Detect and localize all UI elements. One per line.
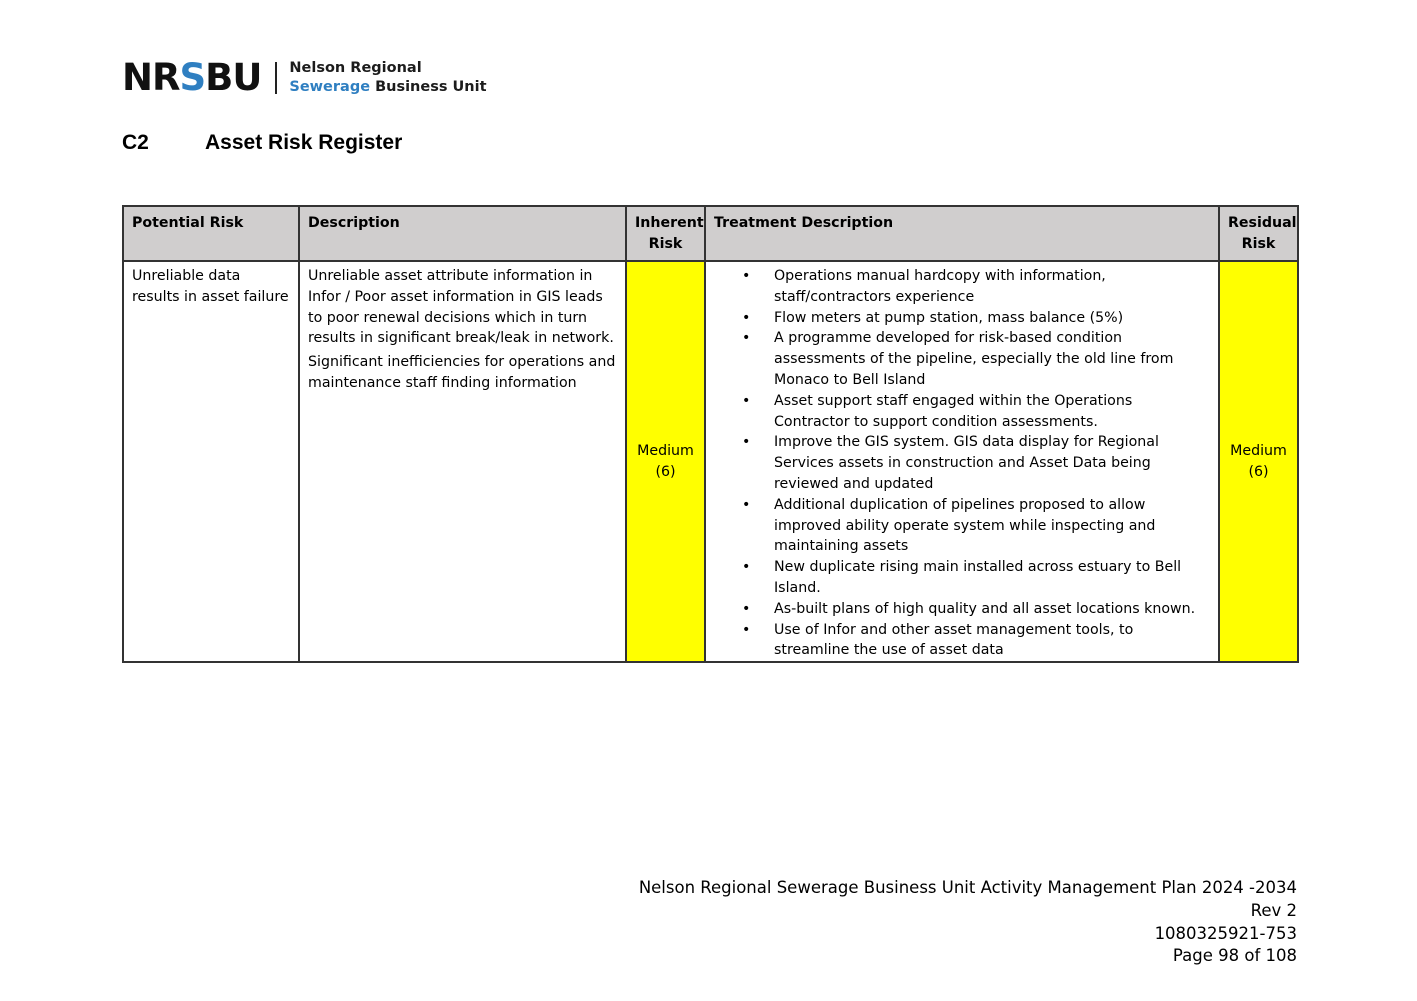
residual-risk-score: (6) xyxy=(1248,463,1269,480)
table-header-row xyxy=(123,206,1298,261)
bullet-icon: • xyxy=(742,496,751,513)
bullet-icon: • xyxy=(742,600,751,617)
table-row xyxy=(123,261,1298,662)
list-item xyxy=(742,557,1210,599)
list-item xyxy=(742,266,1210,308)
cell-potential-risk: Unreliable data results in asset failure xyxy=(123,261,299,662)
logo-mark-part1: NR xyxy=(122,56,180,99)
treatment-text: Use of Infor and other asset management tools, to streamline the use of asset data xyxy=(774,621,1134,659)
bullet-icon: • xyxy=(742,434,751,451)
logo-line1: Nelson Regional xyxy=(289,60,422,76)
nrsbu-logo xyxy=(122,58,487,98)
footer-document-id: 1080325921-753 xyxy=(1154,923,1297,943)
treatment-text: Additional duplication of pipelines proposed to allow improved ability operate system while inspecting and maintaining assets xyxy=(774,496,1156,555)
description-paragraph: Unreliable asset attribute information in Infor / Poor asset information in GIS leads to poor renewal decisions which in turn results in significant break/leak in network. xyxy=(308,268,614,347)
treatment-text: A programme developed for risk-based condition assessments of the pipeline, especially the old line from Monaco to Bell Island xyxy=(774,330,1174,388)
section-title: Asset Risk Register xyxy=(205,131,403,154)
logo-line2-accent: Sewerage xyxy=(289,79,371,95)
logo-wordmark xyxy=(289,59,486,97)
list-item xyxy=(742,308,1210,329)
inherent-risk-level: Medium xyxy=(637,442,694,459)
cell-treatment-description xyxy=(705,261,1219,662)
list-item xyxy=(742,391,1210,433)
bullet-icon: • xyxy=(742,392,751,409)
logo-line2 xyxy=(289,78,486,97)
treatment-text: Flow meters at pump station, mass balance (5%) xyxy=(774,309,1124,326)
treatment-list xyxy=(714,266,1210,661)
logo-divider xyxy=(275,62,277,94)
header-potential-risk: Potential Risk xyxy=(123,206,299,261)
bullet-icon: • xyxy=(742,309,751,326)
cell-inherent-risk xyxy=(626,261,705,662)
inherent-risk-score: (6) xyxy=(655,463,676,480)
cell-description xyxy=(299,261,626,662)
treatment-text: Improve the GIS system. GIS data display for Regional Services assets in construction and Asset Data being reviewed and updated xyxy=(774,434,1159,492)
logo-mark-accent: S xyxy=(179,56,206,99)
logo-mark xyxy=(122,58,261,98)
asset-risk-register-table xyxy=(122,205,1299,663)
list-item xyxy=(742,599,1210,620)
treatment-text: New duplicate rising main installed across estuary to Bell Island. xyxy=(774,559,1182,596)
header-treatment-description: Treatment Description xyxy=(705,206,1219,261)
treatment-text: Operations manual hardcopy with information, staff/contractors experience xyxy=(774,268,1106,305)
logo-line2-rest: Business Unit xyxy=(370,79,487,95)
section-heading xyxy=(122,131,402,155)
treatment-text: Asset support staff engaged within the Operations Contractor to support condition assessments. xyxy=(774,392,1133,430)
footer-document-title: Nelson Regional Sewerage Business Unit Activity Management Plan 2024 -2034 xyxy=(638,878,1297,897)
residual-risk-level: Medium xyxy=(1230,442,1287,459)
header-residual-risk: Residual Risk xyxy=(1219,206,1298,261)
list-item xyxy=(742,620,1210,662)
treatment-text: As-built plans of high quality and all asset locations known. xyxy=(774,600,1196,617)
header-description: Description xyxy=(299,206,626,261)
logo-mark-part2: BU xyxy=(205,56,262,99)
list-item xyxy=(742,495,1210,557)
description-paragraph: Significant inefficiencies for operations and maintenance staff finding information xyxy=(308,354,616,391)
footer-page-number: Page 98 of 108 xyxy=(1172,946,1297,966)
bullet-icon: • xyxy=(742,621,751,638)
list-item xyxy=(742,432,1210,494)
section-number: C2 xyxy=(122,131,149,154)
bullet-icon: • xyxy=(742,330,751,347)
bullet-icon: • xyxy=(742,559,751,576)
list-item xyxy=(742,328,1210,390)
bullet-icon: • xyxy=(742,268,751,284)
footer-revision: Rev 2 xyxy=(1250,900,1297,920)
header-inherent-risk: Inherent Risk xyxy=(626,206,705,261)
page-footer xyxy=(639,877,1297,968)
cell-residual-risk xyxy=(1219,261,1298,662)
